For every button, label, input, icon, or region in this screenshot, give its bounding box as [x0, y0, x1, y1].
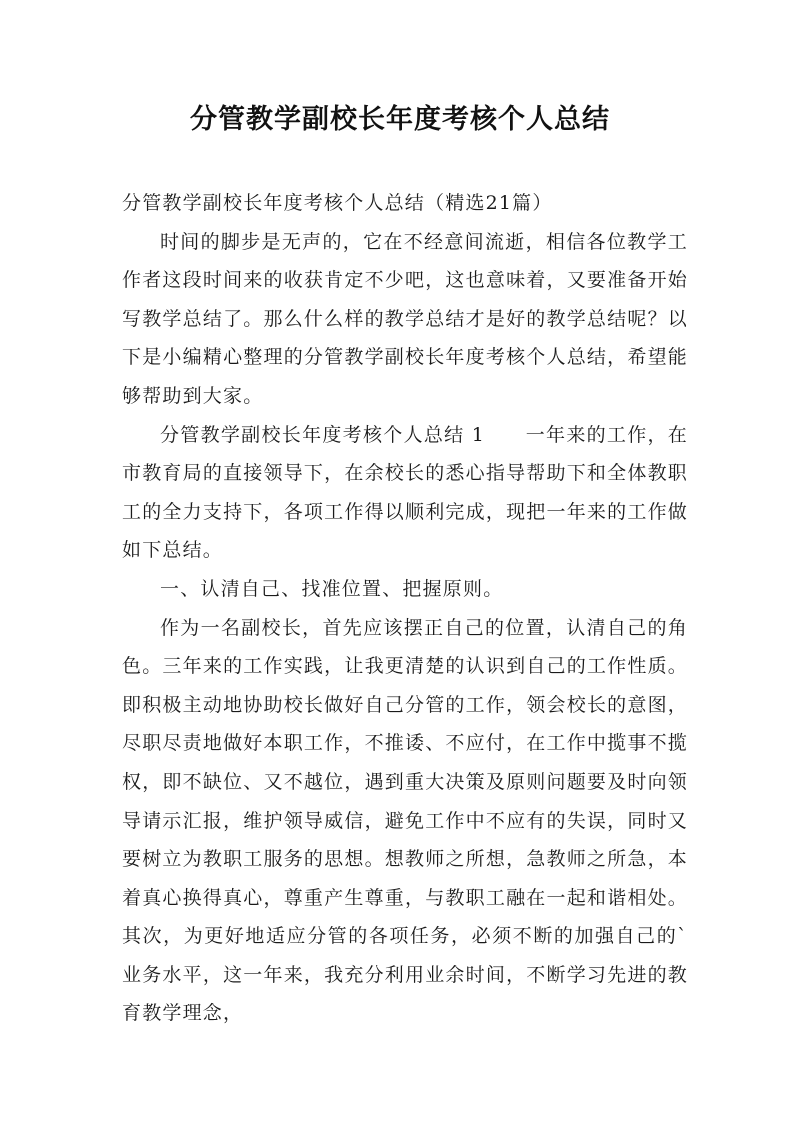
- paragraph-section-1-body: 作为一名副校长，首先应该摆正自己的位置，认清自己的角色。三年来的工作实践，让我更清楚的认识到自己的工作性质。即积极主动地协助校长做好自己分管的工作，领会校长的意图，尽职尽责地做好本职工作，不推诿、不应付，在工作中揽事不揽权，即不缺位、又不越位，遇到重大决策及原则问题要及时向领导请示汇报，维护领导威信，避免工作中不应有的失误，同时又要树立为教职工服务的思想。想教师之所想，急教师之所急，本着真心换得真心，尊重产生尊重，与教职工融在一起和谐相处。其次，为更好地适应分管的各项任务，必须不断的加强自己的`业务水平，这一年来，我充分利用业余时间，不断学习先进的教育教学理念，: [122, 616, 688, 1025]
- document-subtitle: 分管教学副校长年度考核个人总结（精选21篇）: [122, 192, 553, 214]
- paragraph-summary-1-intro: 分管教学副校长年度考核个人总结 1 一年来的工作，在市教育局的直接领导下，在余校长的悉心指导帮助下和全体教职工的全力支持下，各项工作得以顺利完成，现把一年来的工作做如下总结。: [122, 423, 688, 562]
- paragraph-intro: 时间的脚步是无声的，它在不经意间流逝，相信各位教学工作者这段时间来的收获肯定不少吧，这也意味着，又要准备开始写教学总结了。那么什么样的教学总结才是好的教学总结呢？以下是小编精心整理的分管教学副校长年度考核个人总结，希望能够帮助到大家。: [122, 230, 688, 407]
- section-heading-1: 一、认清自己、找准位置、把握原则。: [160, 577, 504, 600]
- document-body: [122, 184, 688, 1033]
- document-title: 分管教学副校长年度考核个人总结: [190, 104, 610, 135]
